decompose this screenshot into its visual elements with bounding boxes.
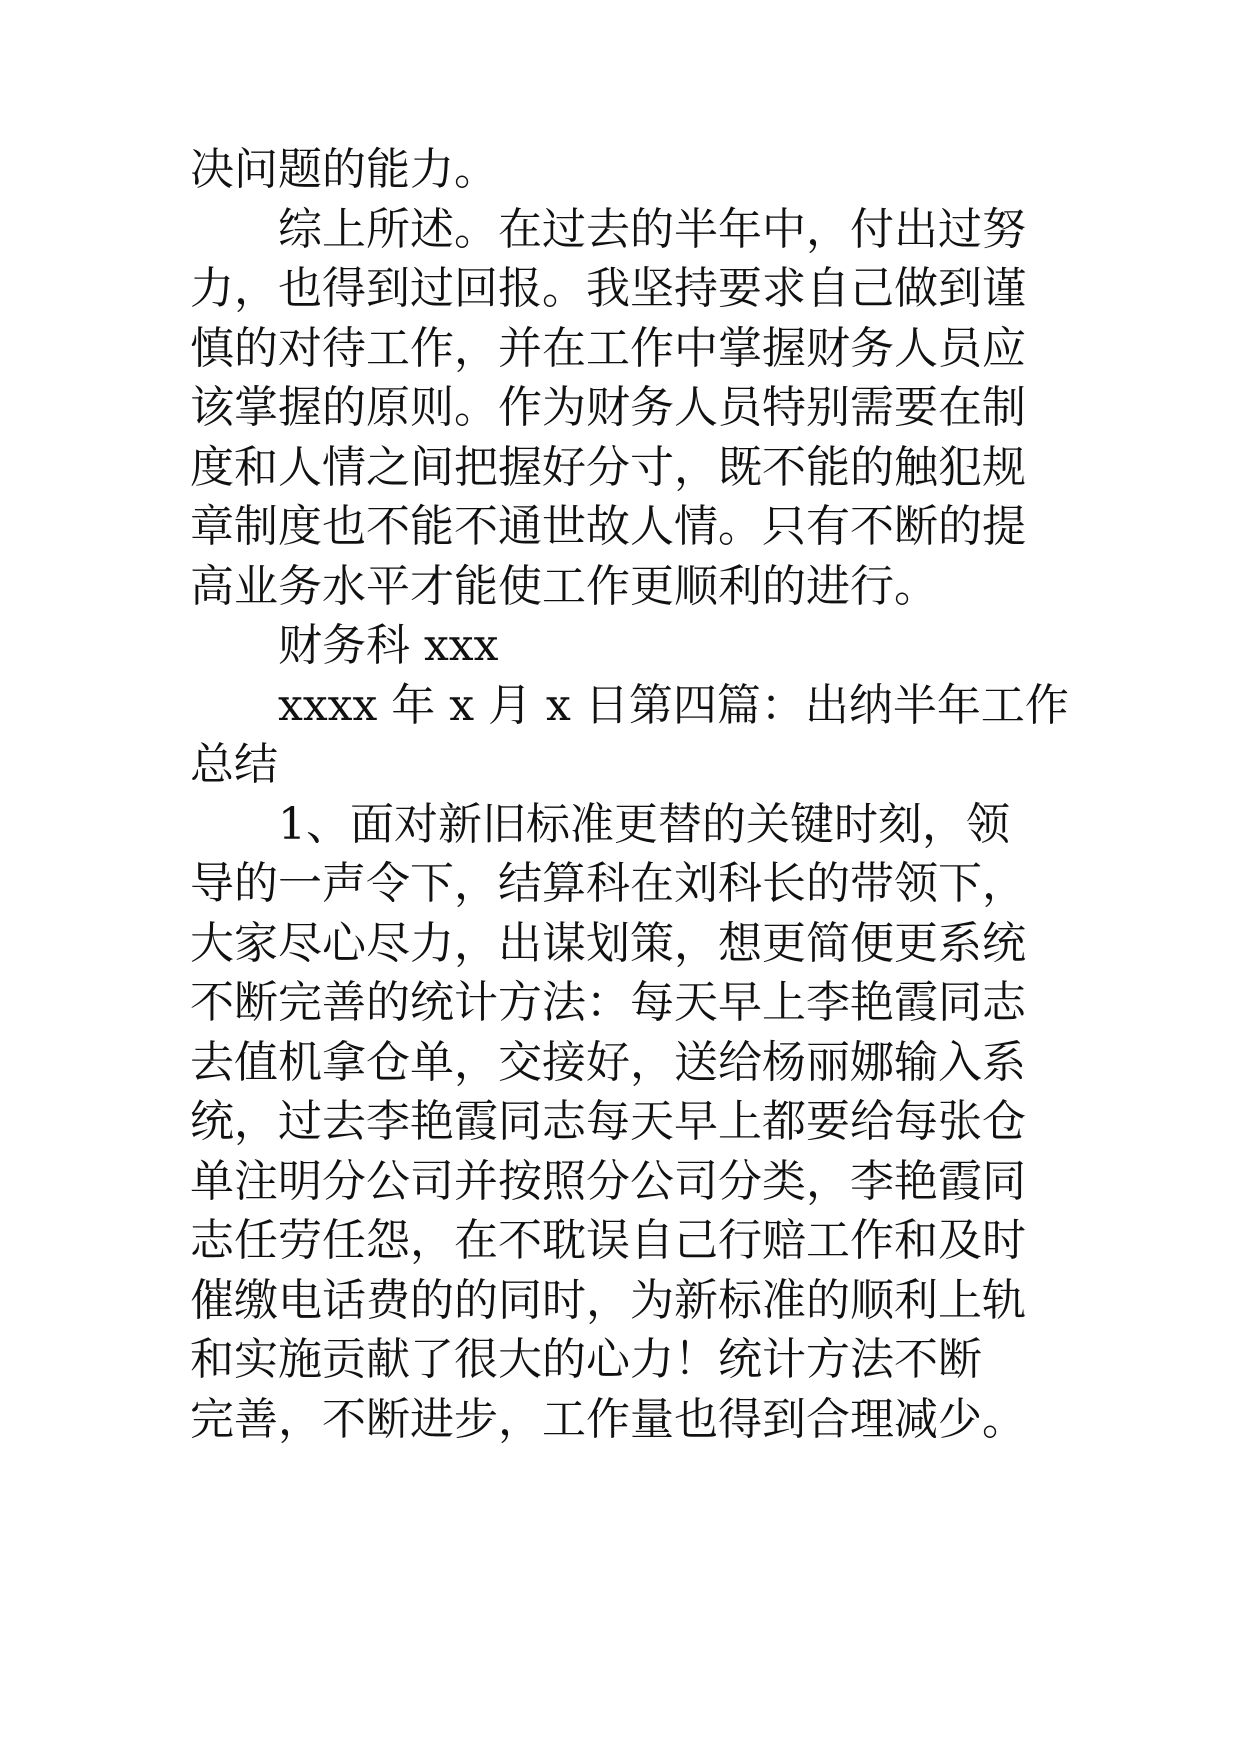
text-line: 大家尽心尽力，出谋划策，想更简便更系统 bbox=[190, 917, 1026, 969]
text-line: 慎的对待工作，并在工作中掌握财务人员应 bbox=[190, 322, 1026, 374]
body-text bbox=[190, 140, 1069, 1449]
text-line: 统，过去李艳霞同志每天早上都要给每张仓 bbox=[190, 1096, 1026, 1147]
text-line: 单注明分公司并按照分公司分类，李艳霞同 bbox=[190, 1155, 1026, 1207]
text-line: 力，也得到过回报。我坚持要求自己做到谨 bbox=[190, 263, 1026, 314]
text-line: 完善，不断进步，工作量也得到合理减少。 bbox=[190, 1393, 1026, 1445]
paragraph-start-line: 综上所述。在过去的半年中，付出过努 bbox=[278, 203, 1026, 255]
text-line: 高业务水平才能使工作更顺利的进行。 bbox=[190, 560, 938, 612]
text-line: 章制度也不能不通世故人情。只有不断的提 bbox=[190, 501, 1026, 552]
heading-continuation: 总结 bbox=[190, 739, 278, 790]
signature-department: 财务科 xxx bbox=[278, 620, 499, 671]
text-line: 和实施贡献了很大的心力！统计方法不断 bbox=[190, 1334, 982, 1385]
paragraph-start-line: 1、面对新旧标准更替的关键时刻，领 bbox=[278, 798, 1010, 850]
text-line: 该掌握的原则。作为财务人员特别需要在制 bbox=[190, 382, 1026, 433]
text-line: 催缴电话费的的同时，为新标准的顺利上轨 bbox=[190, 1274, 1026, 1326]
text-line: 志任劳任怨，在不耽误自己行赔工作和及时 bbox=[190, 1215, 1026, 1266]
text-line: 度和人情之间把握好分寸，既不能的触犯规 bbox=[190, 441, 1026, 493]
text-line: 去值机拿仓单，交接好，送给杨丽娜输入系 bbox=[190, 1036, 1026, 1088]
text-line: 导的一声令下，结算科在刘科长的带领下， bbox=[190, 858, 1026, 909]
text-line: 不断完善的统计方法：每天早上李艳霞同志 bbox=[190, 977, 1026, 1028]
date-and-heading-line: xxxx 年 x 月 x 日第四篇：出纳半年工作 bbox=[278, 679, 1069, 731]
text-line: 决问题的能力。 bbox=[190, 144, 498, 195]
